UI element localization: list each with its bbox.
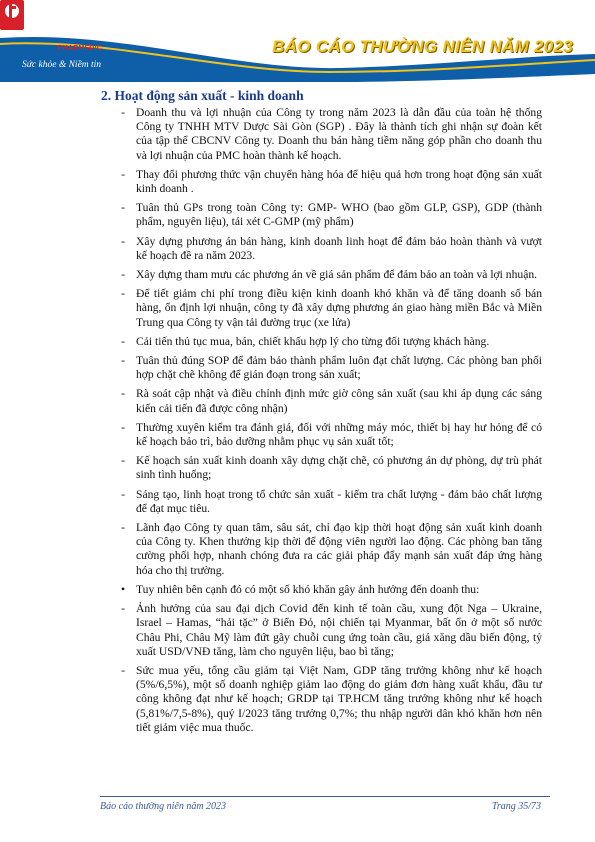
content-list: [112, 106, 542, 740]
dash-marker: -: [121, 420, 125, 434]
dash-marker: -: [121, 268, 125, 282]
slogan: Sức khỏe & Niềm tin: [22, 60, 102, 70]
dash-marker: -: [121, 201, 125, 215]
dash-marker: -: [121, 354, 125, 368]
item-text: Ảnh hưởng của sau đại dịch Covid đến kinh tế toàn cầu, xung đột Nga – Ukraine, Israel – Hamas, “hải tặc” ở Biển Đỏ, nội chiến tại Myanmar, bất ổn ở một số nước Châu Phi, Châu Mỹ làm đứt gãy chuỗi cung ứng toàn cầu, giá xăng dầu biến động, tỷ xuất USD/VNĐ tăng, làm cho nguyên liệu, bao bì tăng;: [136, 602, 542, 658]
dash-marker: -: [121, 287, 125, 301]
dash-marker: -: [121, 454, 125, 468]
footer-divider: [100, 796, 550, 797]
list-item: [112, 201, 542, 229]
item-text: Thường xuyên kiểm tra đánh giá, đối với những máy móc, thiết bị hay hư hỏng để có kế hoạch bảo trì, bảo dưỡng nhằm phục vụ sản xuất tốt;: [136, 420, 542, 449]
list-item: [112, 488, 542, 516]
item-text: Thay đổi phương thức vận chuyển hàng hóa để hiệu quả hơn trong hoạt động sản xuất kinh doanh .: [136, 167, 542, 196]
list-item: [112, 354, 542, 382]
list-item: [112, 268, 542, 282]
item-text: Kế hoạch sản xuất kinh doanh xây dựng chặt chẽ, có phương án dự phòng, dự trù phát sinh tình huống;: [136, 454, 542, 482]
list-item: [112, 235, 542, 263]
dash-marker: -: [121, 234, 125, 248]
list-item: [112, 287, 542, 330]
dash-marker: -: [121, 487, 125, 501]
list-item: [112, 421, 542, 449]
item-text: Tuân thủ đúng SOP để đảm bảo thành phẩm luôn đạt chất lượng. Các phòng ban phối hợp chặt chẽ không để gián đoạn trong sản xuất;: [136, 354, 542, 382]
dash-marker: -: [121, 106, 125, 119]
item-text: Rà soát cập nhật và điều chỉnh định mức giờ công sản xuất (sau khi áp dụng các sáng kiến cải tiến đã được công nhận): [136, 387, 542, 415]
item-text: Xây dựng phương án bán hàng, kinh doanh linh hoạt để đảm bảo hoàn thành và vượt kế hoạch đề ra năm 2023.: [136, 234, 542, 262]
list-item: [112, 106, 542, 163]
item-text: Cải tiến thủ tục mua, bán, chiết khấu hợp lý cho từng đối tượng khách hàng.: [136, 334, 490, 348]
item-text: Sáng tạo, linh hoạt trong tổ chức sản xuất - kiểm tra chất lượng - đảm bảo chất lượng để đạt mục tiêu.: [136, 487, 542, 515]
item-text: Tuân thủ GPs trong toàn Công ty: GMP- WHO (bao gồm GLP, GSP), GDP (thành phẩm, nguyên liệu), tái xét C-GMP (mỹ phẩm): [136, 201, 542, 229]
report-title: BÁO CÁO THƯỜNG NIÊN NĂM 2023: [272, 37, 573, 56]
list-item: [112, 454, 542, 482]
item-text: Tuy nhiên bên cạnh đó có một số khó khăn gây ảnh hưởng đến doanh thu:: [136, 582, 480, 596]
dash-marker: -: [121, 334, 125, 348]
list-item: [112, 387, 542, 415]
pharmedic-logo-icon: [0, 0, 24, 30]
list-item: [112, 335, 542, 349]
item-text: Để tiết giảm chi phí trong điều kiện kinh doanh khó khăn và để tăng doanh số bán hàng, ổn định lợi nhuận, công ty đã xây dựng phương án giao hàng miền Bắc và Miền Trung qua Công ty vận tải đường trục (xe lửa): [136, 287, 542, 329]
section-title: 2. Hoạt động sản xuất - kinh doanh: [101, 88, 304, 103]
list-item: [112, 602, 542, 659]
bullet-marker: •: [120, 582, 126, 596]
page-header: [0, 0, 595, 82]
dash-marker: -: [121, 663, 125, 677]
list-item: [112, 168, 542, 196]
page-number: Trang 35/73: [491, 801, 541, 812]
item-text: Doanh thu và lợi nhuận của Công ty trong năm 2023 là dẫn đầu của toàn hệ thống Công ty TNHH MTV Dược Sài Gòn (SGP) . Đây là thành tích ghi nhận sự đoàn kết của tập thể CBCNV Công ty. Doanh thu bán hàng tiềm năng góp phần cho doanh thu và lợi nhuận của PMC hoàn thành kế hoạch.: [136, 106, 542, 162]
item-text: Xây dựng tham mưu các phương án về giá sản phẩm để đảm bảo an toàn và lợi nhuận.: [136, 268, 538, 282]
item-text: Lãnh đạo Công ty quan tâm, sâu sát, chỉ đạo kịp thời hoạt động sản xuất kinh doanh của Công ty. Khen thưởng kịp thời để động viên người lao động. Các phòng ban tăng cường phối hợp, nhanh chóng đưa ra các giải pháp đẩy mạnh sản xuất đáp ứng hàng hóa cho thị trường.: [136, 521, 542, 577]
dash-marker: -: [121, 167, 125, 181]
dash-marker: -: [121, 521, 125, 535]
list-item: [112, 664, 542, 735]
list-item: [112, 583, 542, 597]
item-text: Sức mua yếu, tổng cầu giảm tại Việt Nam, GDP tăng trưởng không như kế hoạch (5%/6,5%), một số doanh nghiệp giảm lao động do giảm đơn hàng xuất khẩu, đầu tư công không đạt như kế hoạch; GRDP tại TP.HCM tăng trưởng không như kế hoạch (5,81%/7,5-8%), quý I/2023 tăng trưởng 0,7%; thu nhập người dân khó khăn hơn nên tiết giảm việc mua thuốc.: [136, 663, 542, 734]
dash-marker: -: [121, 387, 125, 401]
brand-name: PHARMEDIC: [57, 45, 103, 52]
footer-report-name: Báo cáo thường niên năm 2023: [100, 801, 227, 812]
dash-marker: -: [121, 602, 125, 616]
list-item: [112, 521, 542, 578]
